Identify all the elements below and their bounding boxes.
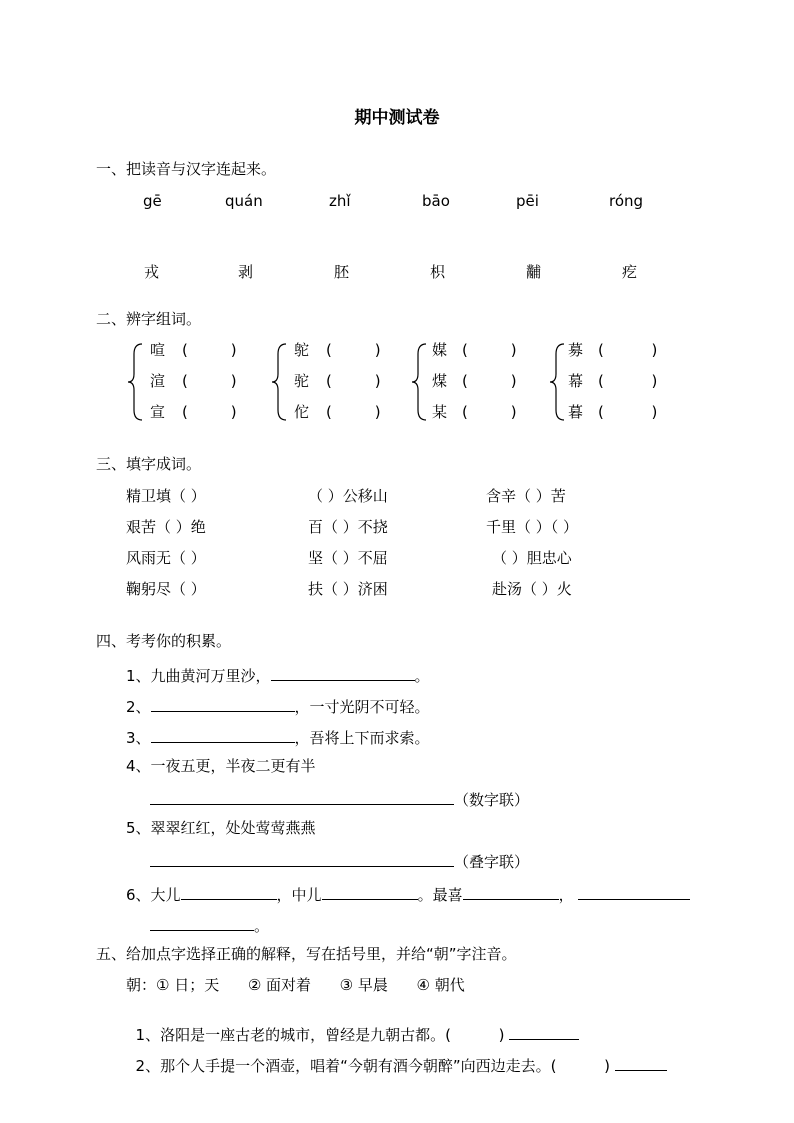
paren: ( ) [182, 372, 237, 390]
g3-char-1: 媒 [432, 341, 448, 359]
g2-char-3: 佗 [294, 403, 310, 421]
pinyin-4: bāo [422, 192, 450, 210]
idiom-2-2: 百（ ）不挠 [308, 518, 388, 536]
q5-1 [126, 1010, 579, 1043]
answer-blank[interactable] [271, 666, 415, 681]
q4-4: 4、一夜五更，半夜二更有半 [126, 757, 316, 775]
idiom-2-3: 千里（ ）（ ） [486, 518, 579, 536]
options: 朝：① 日；天 ② 面对着 ③ 早晨 ④ 朝代 [126, 976, 465, 994]
idiom-1-1: 精卫填（ ） [126, 487, 206, 505]
paren: ( ) [182, 341, 237, 359]
idiom-1-2: （ ）公移山 [308, 487, 388, 505]
paren: ( ) [598, 372, 658, 390]
answer-blank[interactable] [151, 697, 295, 712]
idiom-3-2: 坚（ ）不屈 [308, 549, 388, 567]
char-3: 胚 [334, 263, 350, 281]
idiom-3-3: （ ）胆忠心 [492, 549, 572, 567]
paren: ( ) [462, 341, 517, 359]
answer-blank[interactable] [322, 885, 418, 900]
idiom-4-2: 扶（ ）济困 [308, 580, 388, 598]
q4-6-e: 。 [254, 917, 270, 935]
q4-4-answer [150, 790, 529, 808]
paren: ( ) [598, 403, 658, 421]
g2-char-2: 驼 [294, 372, 310, 390]
g4-char-2: 幕 [568, 372, 584, 390]
q4-3-num: 3、 [126, 729, 151, 747]
idiom-3-1: 风雨无（ ） [126, 549, 206, 567]
q4-1-end: 。 [414, 667, 430, 685]
page-title: 期中测试卷 [354, 108, 440, 128]
q4-6-d: ， [558, 886, 574, 904]
answer-blank[interactable] [151, 728, 295, 743]
section-4-heading: 四、考考你的积累。 [96, 632, 232, 650]
pinyin-3: zhǐ [329, 192, 351, 210]
q4-3 [126, 728, 430, 746]
section-5-heading: 五、给加点字选择正确的解释，写在括号里，并给“朝”字注音。 [96, 945, 517, 963]
g1-char-1: 喧 [150, 341, 166, 359]
char-2: 剥 [238, 263, 254, 281]
section-3-heading: 三、填字成词。 [96, 455, 202, 473]
paren: ( ) [326, 403, 381, 421]
q4-2-num: 2、 [126, 698, 151, 716]
q4-6 [126, 885, 690, 903]
q4-1 [126, 666, 430, 684]
q4-5-answer [150, 852, 529, 870]
q5-1-text: 1、洛阳是一座古老的城市，曾经是九朝古都。( ) [135, 1026, 505, 1044]
char-4: 枳 [430, 263, 446, 281]
answer-blank[interactable] [181, 885, 277, 900]
q4-6-b: ，中儿 [276, 886, 322, 904]
g3-char-2: 煤 [432, 372, 448, 390]
section-1-heading: 一、把读音与汉字连起来。 [96, 160, 277, 178]
q4-1-text: 1、九曲黄河万里沙， [126, 667, 271, 685]
g2-char-1: 鸵 [294, 341, 310, 359]
q4-2 [126, 697, 430, 715]
section-2-heading: 二、辨字组词。 [96, 310, 202, 328]
idiom-4-1: 鞠躬尽（ ） [126, 580, 206, 598]
answer-blank[interactable] [150, 852, 454, 867]
paren: ( ) [326, 372, 381, 390]
answer-blank[interactable] [578, 885, 690, 900]
pinyin-5: pēi [516, 192, 539, 210]
q4-6-a: 6、大儿 [126, 886, 181, 904]
answer-blank[interactable] [509, 1025, 579, 1040]
idiom-1-3: 含辛（ ）苦 [486, 487, 566, 505]
paren: ( ) [462, 403, 517, 421]
g4-char-3: 暮 [568, 403, 584, 421]
q4-6-cont [150, 916, 269, 934]
idiom-4-3: 赴汤（ ）火 [492, 580, 572, 598]
pinyin-6: róng [609, 192, 644, 210]
char-6: 疙 [622, 263, 638, 281]
answer-blank[interactable] [463, 885, 559, 900]
g4-char-1: 募 [568, 341, 584, 359]
q4-5: 5、翠翠红红，处处莺莺燕燕 [126, 819, 316, 837]
char-5: 黼 [526, 263, 542, 281]
pinyin-1: gē [143, 192, 162, 210]
q5-2 [126, 1041, 667, 1074]
q4-6-c: 。最喜 [417, 886, 463, 904]
g1-char-3: 宣 [150, 403, 166, 421]
q5-2-text: 2、那个人手提一个酒壶，唱着“今朝有酒今朝醉”向西边走去。( ) [135, 1057, 611, 1075]
pinyin-2: quán [225, 192, 263, 210]
answer-blank[interactable] [150, 790, 454, 805]
q4-5-tag: （叠字联） [454, 853, 530, 871]
q4-2-text: ，一寸光阴不可轻。 [294, 698, 430, 716]
g1-char-2: 渲 [150, 372, 166, 390]
paren: ( ) [326, 341, 381, 359]
g3-char-3: 某 [432, 403, 448, 421]
q4-4-tag: （数字联） [454, 791, 530, 809]
q4-3-text: ，吾将上下而求索。 [294, 729, 430, 747]
paren: ( ) [598, 341, 658, 359]
answer-blank[interactable] [150, 916, 254, 931]
paren: ( ) [182, 403, 237, 421]
idiom-2-1: 艰苦（ ）绝 [126, 518, 206, 536]
answer-blank[interactable] [615, 1056, 667, 1071]
char-1: 戎 [144, 263, 160, 281]
paren: ( ) [462, 372, 517, 390]
